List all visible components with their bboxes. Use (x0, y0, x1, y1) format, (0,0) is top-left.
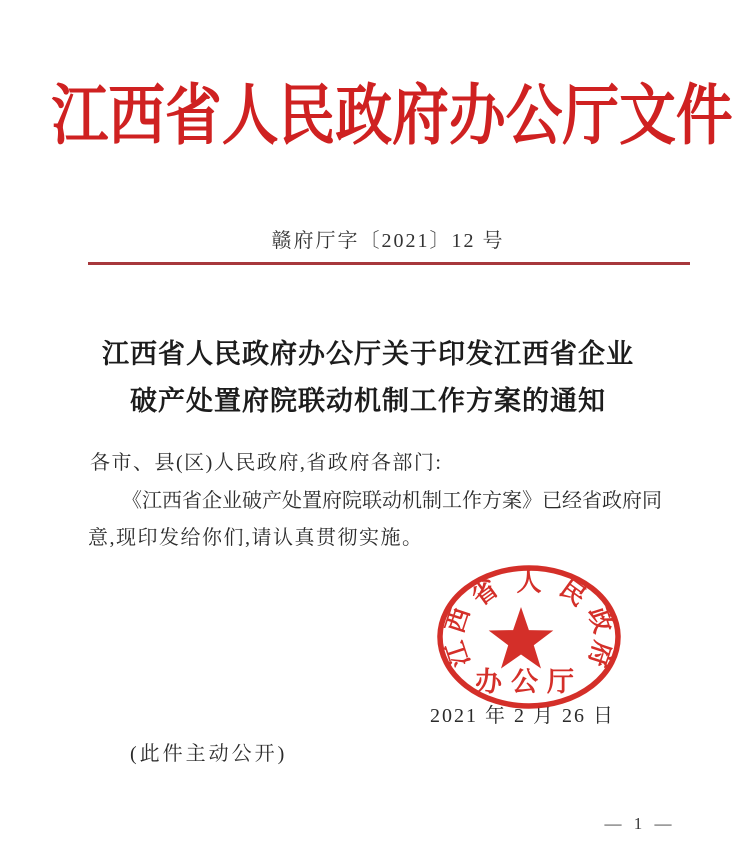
official-seal (433, 561, 625, 713)
document-title-line1: 江西省人民政府办公厅关于印发江西省企业 (102, 339, 634, 369)
document-header-title: 江西省人民政府办公厅文件 (51, 80, 733, 153)
seal-ring-char: 政 (582, 604, 617, 637)
star-icon (489, 607, 554, 669)
seal-ring-char: 民 (554, 575, 591, 612)
page-number: — 1 — (604, 814, 676, 833)
issue-date: 2021 年 2 月 26 日 (430, 705, 615, 727)
disclosure-note: (此件主动公开) (130, 743, 288, 765)
seal-ring-char: 府 (582, 637, 617, 670)
seal-ring-char: 省 (467, 575, 504, 612)
document-title (0, 331, 736, 425)
seal-ring-char: 西 (441, 604, 476, 637)
seal-ring-char: 人 (516, 569, 542, 597)
document-number: 赣府厅字〔2021〕12 号 (271, 230, 505, 252)
document-title-line2: 破产处置府院联动机制工作方案的通知 (130, 386, 606, 416)
body-paragraph-line2: 意,现印发给你们,请认真贯彻实施。 (88, 527, 424, 549)
body-salutation: 各市、县(区)人民政府,省政府各部门: (90, 452, 443, 474)
seal-bottom-text: 办公厅 (475, 667, 583, 697)
red-divider-line (88, 262, 690, 265)
body-paragraph-line1: 《江西省企业破产处置府院联动机制工作方案》已经省政府同 (122, 490, 662, 512)
seal-ring-char: 江 (441, 637, 476, 670)
